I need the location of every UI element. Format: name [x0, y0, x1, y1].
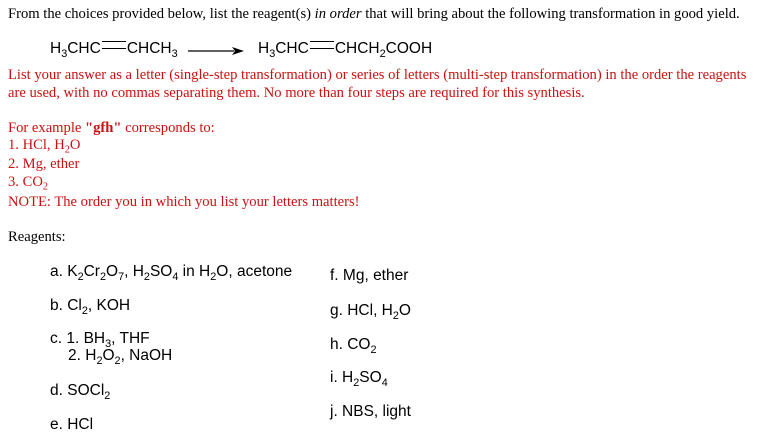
reagent-c-step-2: 2. $H_2O_2$, NaOH: [68, 347, 173, 367]
reactant-formula: $H_3CHC$ $CHCH_3$: [50, 40, 178, 60]
example-note: NOTE: The order you in which you list your letters matters!: [8, 194, 360, 210]
question-text: From the choices provided below, list the reagent(s) in order that will bring about the following transformation in good yield.: [8, 6, 740, 22]
example-code: "gfh": [85, 120, 122, 136]
instructions-line-2: are used, with no commas separating them. No more than four steps are required for this synthesis.: [8, 85, 585, 101]
double-bond: [102, 41, 126, 49]
reagent-b: b. $Cl_2$, KOH: [50, 297, 131, 317]
example-step-3: 3. $CO_2$: [8, 174, 48, 193]
reaction-arrow-icon: [188, 46, 244, 56]
reagent-j: j. NBS, light: [330, 403, 411, 420]
reagent-c-step-1: c. 1. $BH_3$, THF: [50, 330, 150, 350]
reagent-f: f. Mg, ether: [330, 267, 409, 284]
reagent-a: a. $K_2Cr_2O_7$, $H_2SO_4$ in $H_2O$, acetone: [50, 263, 293, 283]
example-intro: For example "gfh" corresponds to:: [8, 120, 215, 136]
product-formula: $H_3CHC$ $CHCH_2COOH$: [258, 40, 433, 60]
question-emphasis: in order: [314, 6, 362, 22]
reagent-e: e. HCl: [50, 416, 94, 433]
reagent-i: i. $H_2SO_4$: [330, 369, 388, 389]
reagent-h: h. $CO_2$: [330, 336, 377, 356]
reagent-g: g. HCl, $H_2O$: [330, 302, 411, 322]
instructions-line-1: List your answer as a letter (single-step transformation) or series of letters (multi-step transformation) in the order the reagents: [8, 67, 747, 83]
example-step-2: 2. Mg, ether: [8, 156, 80, 172]
reagent-d: d. SOCl$_2$: [50, 382, 111, 402]
reagents-heading: Reagents:: [8, 229, 66, 245]
example-step-1: 1. HCl, $H_2O$: [8, 137, 81, 156]
double-bond: [310, 41, 334, 49]
